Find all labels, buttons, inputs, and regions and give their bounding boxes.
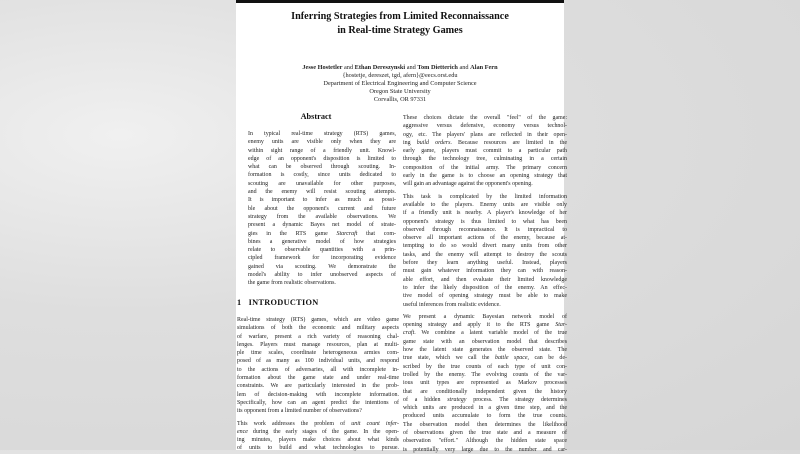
text-line: trolled by the enemy. The evolving counts of the var- [403, 371, 567, 378]
text-segment: . Because resources are limited in the [450, 139, 567, 146]
text-line [237, 420, 399, 428]
text-line: posed of as many as 100 individual units, and respond [237, 358, 399, 365]
text-line: relate to observable quantities with a prin- [248, 247, 396, 254]
text-segment: during the early stages of the game. In the open- [247, 428, 399, 435]
text-segment: that com- [357, 230, 396, 237]
text-line: of units to build and what technologies to pursue. [237, 445, 399, 452]
text-line: able effort, and then evaluate their limited knowledge [403, 276, 567, 283]
author: Ethan Dereszynski [354, 64, 406, 71]
italic-text: strategy [447, 396, 467, 403]
italic-text: Star- [555, 322, 567, 329]
text-segment: We present a dynamic Bayesian network model of [403, 313, 567, 320]
text-line: of observations given the true state and a measure of [403, 429, 567, 436]
text-line: scribed by the true counts of each type of unit con- [403, 363, 567, 370]
text-line: formation about the game state and under real-time [237, 375, 399, 382]
text-line: observation "effort." Although the hidden state space [403, 438, 567, 445]
text-line: that are conditionally independent given the history [403, 388, 567, 395]
author: Tom Dietterich [417, 64, 458, 71]
text-line: present a dynamic Bayes net model of strate- [248, 222, 396, 229]
text-line [403, 396, 567, 404]
text-line: the game from realistic observations. [248, 280, 336, 287]
text-line: and the enemy will resist scouting attempts. [248, 189, 396, 196]
text-line: constraints. We are particularly interested in the prob- [237, 383, 399, 390]
text-line [403, 329, 567, 337]
text-line: observed through reconnaissance. It is impractical to [403, 226, 567, 233]
author-list [236, 64, 564, 72]
text-line: enemy units are visible only when they are [248, 139, 396, 146]
text-line: lem of decision-making with incomplete information. [237, 391, 399, 398]
text-line: It is important to infer as much as possi- [248, 197, 396, 204]
paper-title-line-1: Inferring Strategies from Limited Reconnaissance [291, 11, 509, 22]
italic-text: craft [403, 330, 415, 337]
text-segment: true state, which we call the [403, 355, 495, 362]
university: Oregon State University [369, 88, 431, 95]
text-line: In typical real-time strategy (RTS) games, [248, 131, 396, 137]
text-line: This task is complicated by the limited information [403, 193, 567, 200]
text-segment: This work addresses the problem of [237, 420, 352, 427]
text-line: ious unit types are represented as Markov processes [403, 380, 567, 387]
author-separator: and [459, 64, 469, 71]
text-line: available to the players. Enemy units are visible only [403, 201, 567, 208]
author: Jesse Hostetler [302, 64, 343, 71]
text-line: useful inferences from realistic evidence. [403, 301, 501, 308]
text-line: Real-time strategy (RTS) games, which are video game [237, 317, 399, 323]
text-line: to the actions of adversaries, all with incomplete in- [237, 366, 399, 373]
italic-text: ence [237, 428, 248, 435]
text-line: ple time scales, coordinate heterogeneous armies com- [237, 350, 399, 357]
text-line: These choices dictate the overall "feel" of the game: [403, 115, 567, 121]
text-line: to infer the likely disposition of the enemy. An effec- [403, 284, 567, 291]
abstract-body [248, 130, 396, 288]
text-segment: opening strategy and apply it to the RTS game [403, 322, 556, 329]
text-line [248, 230, 396, 238]
text-line: early in the game is to choose an opening strategy that [403, 173, 567, 180]
text-line: lenges. Players must manage resources, plan at multi- [237, 341, 399, 348]
text-line: its opponent from a limited number of observations? [237, 408, 362, 415]
text-line: what can be observed through scouting. In- [248, 164, 396, 171]
paper-title-line-2: in Real-time Strategy Games [337, 25, 463, 36]
text-line: observe all important actions of the enemy, because at- [403, 235, 567, 242]
text-segment: gies in the RTS game [248, 230, 337, 237]
text-segment: process. The strategy determines [466, 396, 567, 403]
text-line: of warfare, present a rich variety of reasoning chal- [237, 333, 399, 340]
text-line: tive model of opening strategy must be able to make [403, 293, 567, 300]
text-line: model's ability to infer unobserved aspects of [248, 272, 396, 279]
text-segment: , can be de- [527, 355, 567, 362]
italic-text: battle space [494, 355, 528, 362]
text-line: scouting are unavailable for other purposes, [248, 180, 396, 187]
text-line: how the latent state generates the observed state. The [403, 347, 567, 354]
text-line [403, 139, 567, 147]
text-line: ble about the opponent's current and future [248, 205, 396, 212]
text-line: early game, players must commit to a particular path [403, 148, 567, 155]
text-line: simulations of both the economic and military aspects [237, 325, 399, 332]
text-line: tasks, and the enemy will attempt to destroy the scouts [403, 251, 567, 258]
text-segment: of a hidden [403, 396, 448, 403]
top-border [236, 0, 564, 3]
text-line: ogy, etc. The players' plans are reflected in their open- [403, 131, 567, 138]
text-line: will gain an advantage against the opponent's opening. [403, 181, 533, 188]
text-line: The observation model then determines the likelihood [403, 421, 567, 428]
text-line [237, 428, 399, 436]
text-line: within sight range of a friendly unit. Knowl- [248, 147, 396, 154]
text-line: which units are produced in a given time step, and the [403, 405, 567, 412]
text-line: bines a generative model of how strategies [248, 238, 396, 245]
text-line: must gain whatever information they can with reason- [403, 268, 567, 275]
text-line: edge of an opponent's disposition is limited to [248, 155, 396, 162]
text-line: if a friendly unit is nearby. A player's knowledge of her [403, 210, 567, 217]
text-line: gained via scouting. We demonstrate the [248, 263, 396, 270]
text-line: is potentially very large due to the number and car- [403, 446, 567, 453]
text-line: composition of the initial army. The primary concern [403, 164, 567, 171]
author-email: {hostetje, dereszet, tgd, afern}@eecs.orst.edu [342, 72, 458, 79]
abstract-heading: Abstract [300, 112, 332, 121]
italic-text: Starcraft [336, 230, 358, 237]
introduction-column [237, 316, 399, 453]
text-line: tempting to do so would divert many units from other [403, 243, 567, 250]
text-line: aggressive versus defensive, economy versus technol- [403, 123, 567, 130]
text-line: before they learn anything useful. Instead, players [403, 260, 567, 267]
text-line: cipled framework for incorporating evidence [248, 255, 396, 262]
text-segment: . We combine a latent variable model of the true [414, 330, 567, 337]
right-column [403, 114, 567, 454]
author-separator: and [406, 64, 416, 71]
text-line: game state with an observation model that describes [403, 338, 567, 345]
italic-text: build orders [416, 139, 451, 146]
italic-text: unit count infer- [351, 420, 399, 427]
text-line: ing minutes, players make choices about what kinds [237, 437, 399, 444]
text-line: through the technology tree, culminating in a certain [403, 156, 567, 163]
department: Department of Electrical Engineering and Computer Science [323, 80, 477, 87]
text-line [403, 321, 567, 329]
author: Alan Fern [470, 64, 498, 71]
text-line [403, 313, 567, 321]
text-segment: ing [403, 139, 417, 146]
text-line: strategy from the available observations. We [248, 213, 396, 220]
text-line: produced units accumulate to form the true counts. [403, 413, 567, 420]
text-line: formation is costly, since units dedicated to [248, 172, 396, 179]
city: Corvallis, OR 97331 [373, 96, 427, 103]
author-separator: and [344, 64, 354, 71]
text-line: opponent's strategy is thus limited to what has been [403, 218, 567, 225]
text-line: Specifically, how can an agent predict the intentions of [237, 399, 399, 406]
paper-page [236, 0, 567, 453]
text-line [403, 354, 567, 362]
section-heading-introduction: 1 INTRODUCTION [237, 298, 319, 307]
